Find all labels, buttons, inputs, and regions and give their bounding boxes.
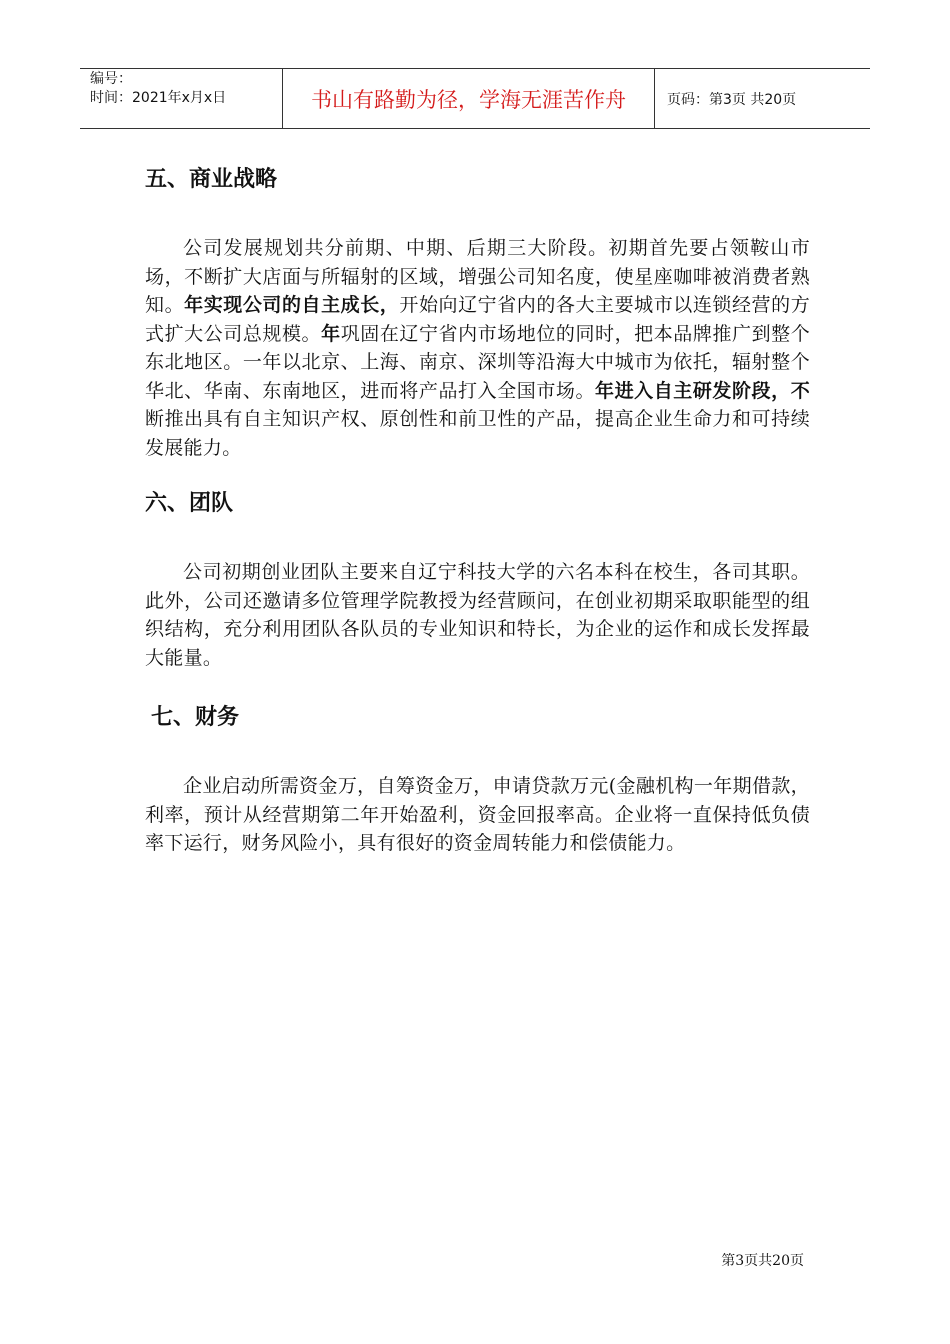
section-paragraph-team: 公司初期创业团队主要来自辽宁科技大学的六名本科在校生，各司其职。此外，公司还邀请多位管理学院教授为经营顾问，在创业初期采取职能型的组织结构，充分利用团队各队员的专业知识和特长，为企业的运作和成长发挥最大能量。 (145, 561, 810, 669)
strategy-bold-1: 年实现公司的自主成长， (184, 294, 400, 316)
section-paragraph-strategy (145, 234, 810, 462)
strategy-bold-3: 年进入自主研发阶段，不 (595, 379, 810, 402)
section-title-team: 六、团队 (145, 491, 234, 516)
section-title-finance: 七、财务 (151, 705, 240, 730)
header-motto: 书山有路勤为径，学海无涯苦作舟 (282, 69, 655, 128)
strategy-bold-2: 年 (321, 322, 341, 345)
time-label: 时间：2021年x月x日 (90, 90, 227, 106)
header-meta (80, 69, 282, 128)
header-page-info: 页码：第3页 共20页 (667, 91, 797, 108)
strategy-text-1: 公司发展规划共分前期、中期、后期三大阶段。初期首先要占领鞍山市场，不断扩大店面与所辐射的区域，增强公司知名度，使星座咖啡被消费者熟知。 (145, 237, 810, 316)
section-title-strategy: 五、商业战略 (145, 167, 278, 192)
strategy-text-3: 巩固在辽宁省内市场地位的同时，把本品牌推广到整个东北地区。一年以北京、上海、南京、深圳等沿海大中城市为依托，辐射整个华北、华南、东南地区，进而将产品打入全国市场。 (145, 322, 811, 402)
code-label: 编号： (90, 71, 132, 87)
strategy-text-2: 开始向辽宁省内的各大主要城市以连锁经营的方式扩大公司总规模。 (145, 294, 810, 345)
document-body (145, 160, 810, 858)
page-header (80, 68, 870, 129)
strategy-text-4: 断推出具有自主知识产权、原创性和前卫性的产品，提高企业生命力和可持续发展能力。 (145, 408, 810, 459)
page-footer: 第3页共20页 (721, 1253, 804, 1269)
section-paragraph-finance: 企业启动所需资金万，自筹资金万，申请贷款万元(金融机构一年期借款，利率，预计从经营期第二年开始盈利，资金回报率高。企业将一直保持低负债率下运行，财务风险小，具有很好的资金周转能力和偿债能力。 (145, 775, 810, 854)
